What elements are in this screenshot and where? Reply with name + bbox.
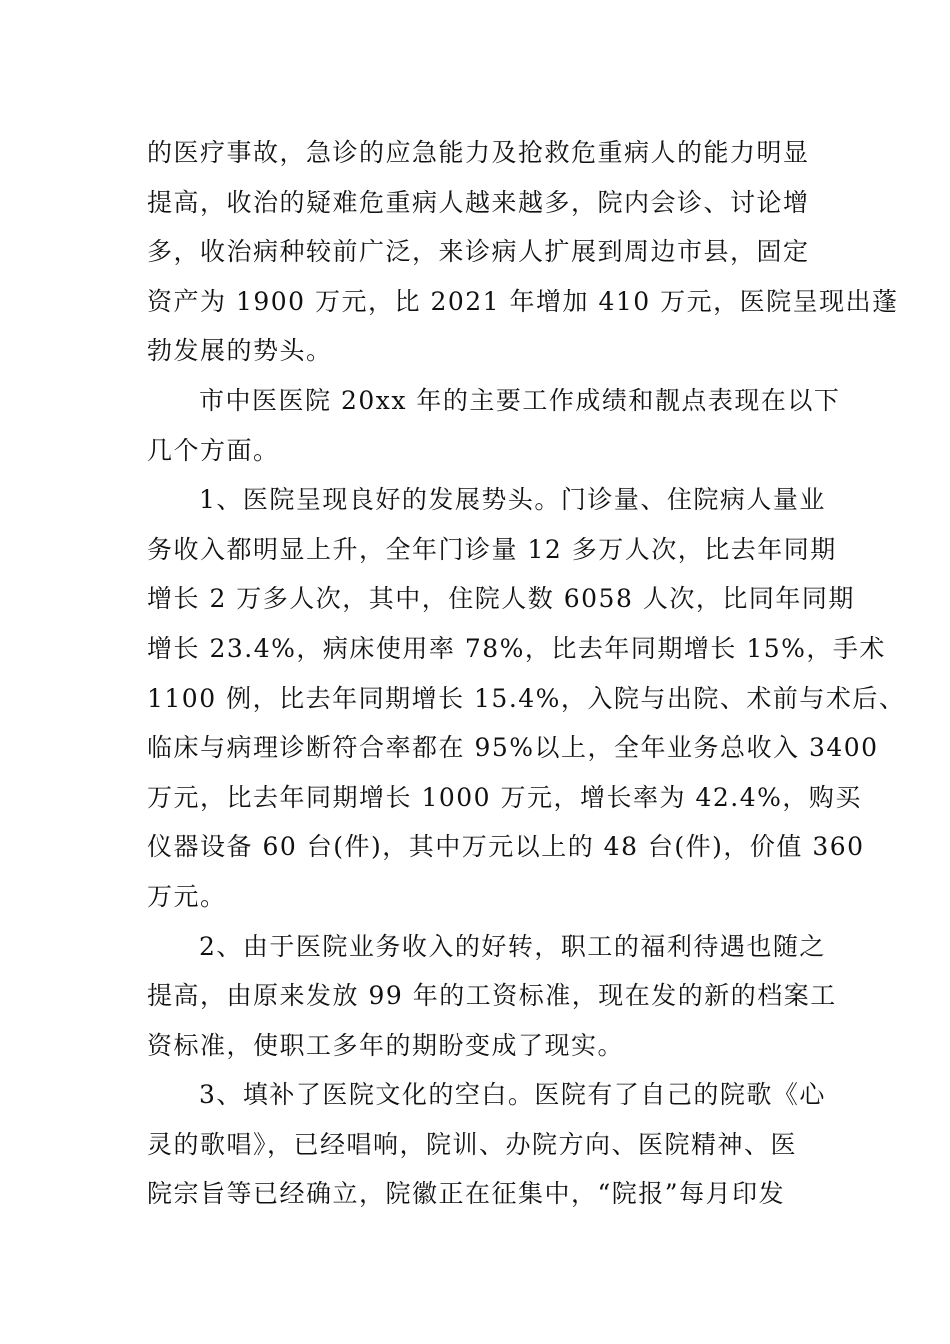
paragraph-5 [147, 1070, 826, 1219]
paragraph-2 [147, 376, 841, 475]
text-line: 资标准，使职工多年的期盼变成了现实。 [147, 1030, 625, 1060]
text-line: 提高，由原来发放 99 年的工资标准，现在发的新的档案工 [147, 981, 837, 1011]
text-line: 增长 2 万多人次，其中，住院人数 6058 人次，比同年同期 [147, 584, 855, 614]
text-line: 院宗旨等已经确立，院徽正在征集中，“院报”每月印发 [147, 1179, 786, 1209]
text-line: 临床与病理诊断符合率都在 95%以上，全年业务总收入 3400 [147, 733, 879, 763]
text-line: 3、填补了医院文化的空白。医院有了自己的院歌《心 [199, 1080, 826, 1110]
text-line: 万元，比去年同期增长 1000 万元，增长率为 42.4%，购买 [147, 782, 862, 812]
paragraph-3 [147, 475, 906, 921]
text-line: 增长 23.4%，病床使用率 78%，比去年同期增长 15%，手术 [147, 633, 886, 663]
document-body [147, 128, 906, 1219]
text-line: 1、医院呈现良好的发展势头。门诊量、住院病人量业 [199, 485, 826, 515]
text-line: 务收入都明显上升，全年门诊量 12 多万人次，比去年同期 [147, 534, 837, 564]
text-line: 万元。 [147, 881, 227, 911]
text-line: 仪器设备 60 台(件)，其中万元以上的 48 台(件)，价值 360 [147, 832, 865, 862]
text-line: 市中医医院 20xx 年的主要工作成绩和靓点表现在以下 [199, 385, 841, 415]
text-line: 提高，收治的疑难危重病人越来越多，院内会诊、讨论增 [147, 187, 810, 217]
paragraph-1 [147, 128, 899, 376]
text-line: 几个方面。 [147, 435, 280, 465]
text-line: 勃发展的势头。 [147, 336, 333, 366]
text-line: 的医疗事故，急诊的应急能力及抢救危重病人的能力明显 [147, 138, 810, 167]
text-line: 灵的歌唱》，已经唱响，院训、办院方向、医院精神、医 [147, 1129, 798, 1159]
text-line: 2、由于医院业务收入的好转，职工的福利待遇也随之 [199, 931, 826, 961]
paragraph-4 [147, 922, 837, 1071]
text-line: 1100 例，比去年同期增长 15.4%，入院与出院、术前与术后、 [147, 683, 906, 713]
text-line: 多，收治病种较前广泛，来诊病人扩展到周边市县，固定 [147, 237, 810, 267]
text-line: 资产为 1900 万元，比 2021 年增加 410 万元，医院呈现出蓬 [147, 286, 899, 316]
